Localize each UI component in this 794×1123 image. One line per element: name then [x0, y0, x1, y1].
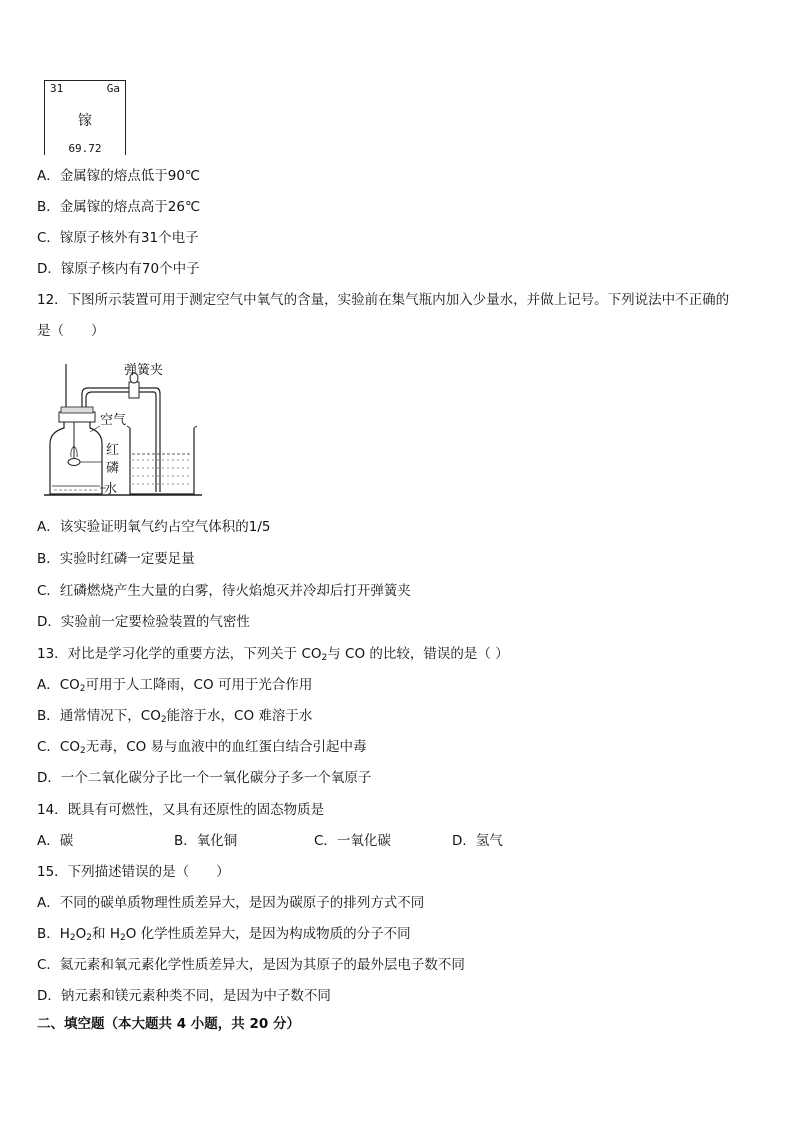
q15-stem: 15．下列描述错误的是（ ） [37, 864, 230, 880]
q15-option-b [37, 925, 411, 943]
q15-option-c: C．氦元素和氧元素化学性质差异大，是因为其原子的最外层电子数不同 [37, 957, 465, 973]
q14-option-d: D．氢气 [452, 833, 503, 849]
water-label: 水 [104, 482, 118, 497]
q13-stem [37, 645, 509, 663]
element-symbol: Ga [106, 82, 120, 95]
section-title: 二、填空题（本大题共 4 小题，共 20 分） [37, 1016, 300, 1032]
q13-opt-b-sub: 2 [160, 715, 167, 725]
q13-opt-a-part2: 可用于人工降雨，CO 可用于光合作用 [85, 677, 313, 693]
q13-opt-a-part1: A．CO [37, 677, 80, 693]
q12-option-b: B．实验时红磷一定要足量 [37, 551, 195, 567]
element-card [44, 80, 126, 155]
q15-option-a: A．不同的碳单质物理性质差异大，是因为碳原子的排列方式不同 [37, 895, 425, 911]
q13-stem-part-b: 与 CO 的比较，错误的是（ ） [327, 646, 509, 662]
phosphorus-label-2: 磷 [106, 461, 120, 476]
q13-opt-b-part2: 能溶于水，CO 难溶于水 [166, 708, 313, 724]
atomic-mass: 69.72 [68, 142, 102, 155]
q11-option-c: C．镓原子核外有31个电子 [37, 230, 199, 246]
q13-option-d: D．一个二氧化碳分子比一个一氧化碳分子多一个氧原子 [37, 770, 372, 786]
q12-option-c: C．红磷燃烧产生大量的白雾，待火焰熄灭并冷却后打开弹簧夹 [37, 583, 411, 599]
q15-opt-b-part1: B．H [37, 926, 70, 942]
q13-stem-sub: 2 [321, 653, 328, 663]
q15-opt-b-sub3: 2 [119, 933, 126, 943]
air-label: 空气 [100, 413, 127, 428]
q12-option-a: A．该实验证明氧气约占空气体积的1/5 [37, 519, 271, 535]
q13-stem-part-a: 13．对比是学习化学的重要方法，下列关于 CO [37, 646, 322, 662]
q11-option-a: A．金属镓的熔点低于90℃ [37, 168, 201, 184]
q15-opt-b-sub1: 2 [69, 933, 76, 943]
q14-options-row [37, 832, 557, 850]
q13-opt-c-sub: 2 [79, 746, 86, 756]
apparatus-figure [44, 362, 204, 502]
q13-opt-b-part1: B．通常情况下，CO [37, 708, 161, 724]
q11-option-d: D．镓原子核内有70个中子 [37, 261, 200, 277]
q12-stem-line2: 是（ ） [37, 323, 105, 339]
q12-stem-line1: 12．下图所示装置可用于测定空气中氧气的含量，实验前在集气瓶内加入少量水，并做上记号。下列说法中不正确的 [37, 292, 730, 308]
q13-option-b [37, 707, 312, 725]
q13-opt-a-sub: 2 [79, 684, 86, 694]
q14-option-a: A．碳 [37, 833, 74, 849]
clamp-label: 弹簧夹 [124, 363, 164, 378]
q13-opt-c-part1: C．CO [37, 739, 80, 755]
element-name: 镓 [78, 113, 92, 129]
q14-stem: 14．既具有可燃性，又具有还原性的固态物质是 [37, 802, 325, 818]
q13-option-c [37, 738, 367, 756]
q15-opt-b-part4: O 化学性质差异大，是因为构成物质的分子不同 [125, 926, 411, 942]
q11-option-b: B．金属镓的熔点高于26℃ [37, 199, 201, 215]
atomic-number: 31 [50, 82, 64, 95]
q15-opt-b-part3: 和 H [92, 926, 120, 942]
q15-option-d: D．钠元素和镁元素种类不同，是因为中子数不同 [37, 988, 331, 1004]
q15-opt-b-part2: O [75, 926, 87, 942]
q15-opt-b-sub2: 2 [86, 933, 93, 943]
q14-option-b: B．氧化铜 [174, 833, 238, 849]
phosphorus-label-1: 红 [106, 443, 120, 458]
q14-option-c: C．一氧化碳 [314, 833, 391, 849]
q13-option-a [37, 676, 312, 694]
q12-option-d: D．实验前一定要检验装置的气密性 [37, 614, 250, 630]
q13-opt-c-part2: 无毒，CO 易与血液中的血红蛋白结合引起中毒 [85, 739, 367, 755]
